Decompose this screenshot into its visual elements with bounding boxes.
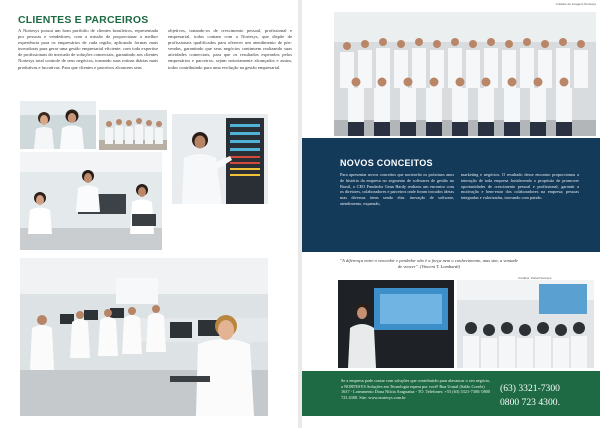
photo-audience	[457, 280, 594, 368]
clientes-column-2: objetivos, tratando-os de crescimento pessoal, profissional e empresarial, todos contam com a Nortesys, que dispõe de profissionais qualificados para oferecer um atendimento de pós-vendas, garantindo que seus negócios continuem realizando suas atividades comerciais, para que os resultados esperados pelos empresários e parceiros, sejam notoriamente alcançados e assim, todos contribuindo para uma evolução na gestão empresarial.	[168, 28, 292, 70]
photo-credit-mid: Créditos: Portal Nortesys	[518, 276, 552, 280]
photo-team-group	[99, 110, 167, 150]
clientes-title: CLIENTES E PARCEIROS	[18, 14, 149, 26]
phone-number-tollfree[interactable]: 0800 723 4300.	[500, 397, 560, 408]
photo-server-rack	[172, 114, 268, 204]
photo-presenter	[338, 280, 454, 368]
photo-credit-top: Créditos de Imagens Nortesys	[555, 2, 596, 6]
contact-text: Se a empresa pode contar com soluções que contribuirão para alavancar o seu negócio, a NORTESYS Soluções em Tecnologia espera por você! Rua Urutal (Salão Corrêa) 1637 - Loteamento Dona Nilcia Araguaína - TO. Telefones: +55 (63) 3321-7300/ 0800 723 4300. Site: www.nortesys.com.br	[341, 378, 491, 401]
novos-conceitos-title: NOVOS CONCEITOS	[340, 158, 433, 168]
novos-conceitos-column-2: marketing e negócios. O resultado desse encontro proporcionou a interação de toda empresa fortalecendo o propósito de promover oportunidades de crescimento pessoal e profissional, garantir a motivação e bem-estar dos colaboradores na empresa; pessoas integradas e valorizadas, inovando com paixão.	[461, 172, 579, 201]
phone-number-primary[interactable]: (63) 3321-7300	[500, 383, 560, 394]
quote: "A diferença entre o vencedor e perdedor não é a força nem o conhecimento, mas sim, a vontade de vencer". (Vincent T. Lombardi)	[340, 258, 518, 269]
photo-training-room	[20, 258, 268, 416]
novos-conceitos-column-1: Para apresentar novos conceitos que norteavão os próximos anos de história da empresa no segmento de softwares de gestão no Brasil, o CEO Fundador Gean Hardy realizou um encontro com os diretores, colaboradores e parceiros onde foram trocados ideias mas diversas áreas sendo elas: inovação de software, atendimento, expansão,	[340, 172, 454, 206]
photo-office-meeting	[20, 152, 162, 250]
photo-two-women	[20, 101, 96, 149]
clientes-column-1: A Nortesys possui um bom portfolio de clientes brasileiros, representada por pessoas e vendedores, com a missão de proporcionar a melhor experiência para os empresários de cada região, aplicando formas mais inovadoras para gerar uma gestão empresarial eficiente, com toda expertise de profissionais do mercado de soluções comerciais, garantindo aos clientes Nortesys total controle de seus negócios, tornando suas rotinas diárias mais produtivas e lucrativas. Para que clientes e parceiros alcancem seus	[18, 28, 158, 70]
photo-large-group	[334, 12, 596, 136]
